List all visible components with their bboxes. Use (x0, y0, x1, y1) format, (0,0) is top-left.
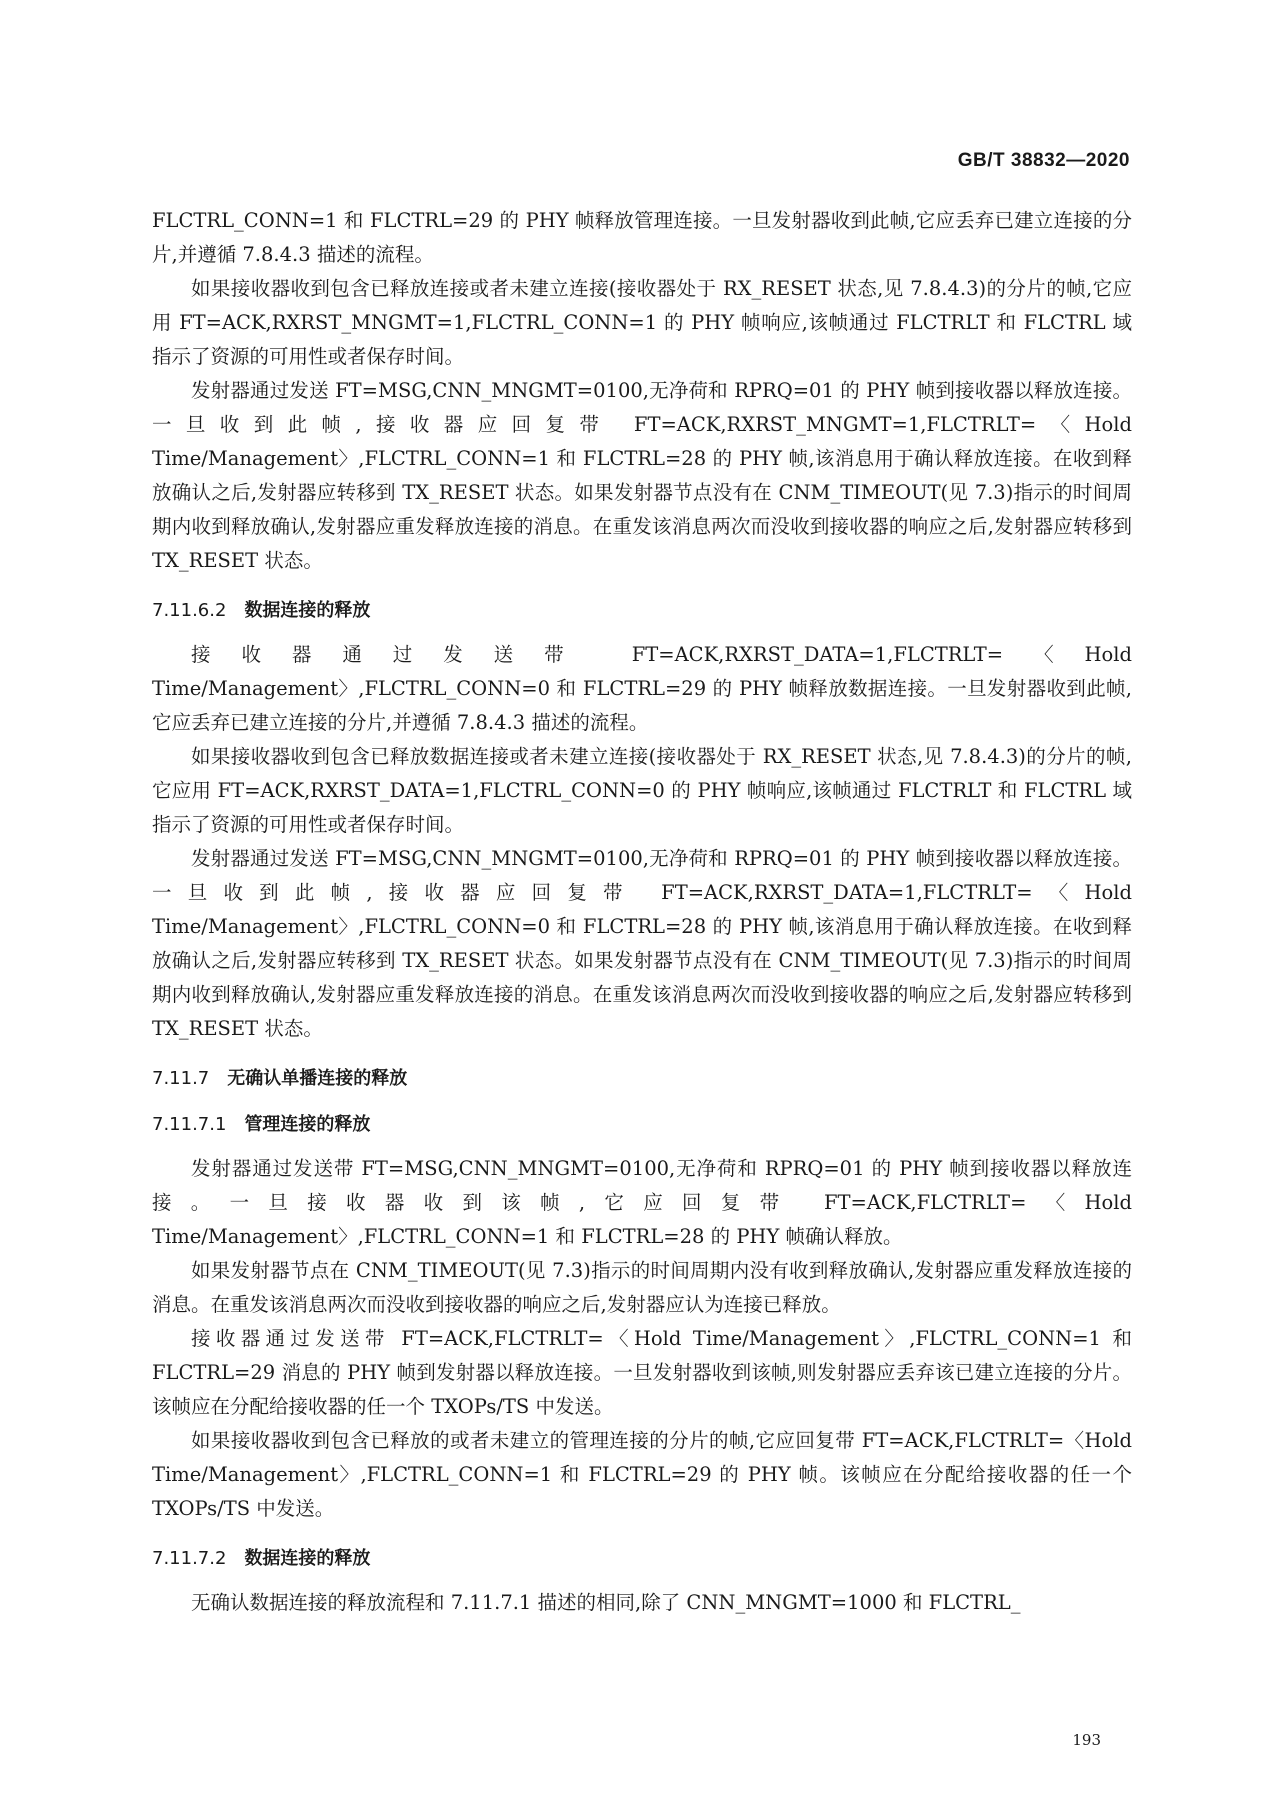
section-number: 7.11.6.2 (152, 600, 227, 621)
paragraph: 接收器通过发送带 FT=ACK,RXRST_DATA=1,FLCTRLT=〈Hold Time/Management〉,FLCTRL_CONN=0 和 FLCTRL=29 的 PHY 帧释放数据连接。一旦发射器收到此帧,它应丢弃已建立连接的分片,并遵循 7.8.4.3 描述的流程。 (152, 643, 1132, 734)
paragraph: 发射器通过发送 FT=MSG,CNN_MNGMT=0100,无净荷和 RPRQ=01 的 PHY 帧到接收器以释放连接。一旦收到此帧,接收器应回复带 FT=ACK,RXRST_MNGMT=1,FLCTRLT=〈Hold Time/Management〉,FLCTRL_CONN=1 和 FLCTRL=28 的 PHY 帧,该消息用于确认释放连接。在收到释放确认之后,发射器应转移到 TX_RESET 状态。如果发射器节点没有在 CNM_TIMEOUT(见 7.3)指示的时间周期内收到释放确认,发射器应重发释放连接的消息。在重发该消息两次而没收到接收器的响应之后,发射器应转移到 TX_RESET 状态。 (152, 379, 1132, 572)
section-heading-7-11-7-1 (152, 1112, 1132, 1138)
paragraph: 如果发射器节点在 CNM_TIMEOUT(见 7.3)指示的时间周期内没有收到释放确认,发射器应重发释放连接的消息。在重发该消息两次而没收到接收器的响应之后,发射器应认为连接已释放。 (152, 1259, 1132, 1316)
page-number: 193 (1072, 1731, 1101, 1749)
paragraph: 如果接收器收到包含已释放数据连接或者未建立连接(接收器处于 RX_RESET 状态,见 7.8.4.3)的分片的帧,它应用 FT=ACK,RXRST_DATA=1,FLCTRL_CONN=0 的 PHY 帧响应,该帧通过 FLCTRLT 和 FLCTRL 域指示了资源的可用性或者保存时间。 (152, 745, 1132, 836)
section-number: 7.11.7 (152, 1068, 210, 1089)
section-title: 无确认单播连接的释放 (227, 1068, 408, 1089)
paragraph: 发射器通过发送 FT=MSG,CNN_MNGMT=0100,无净荷和 RPRQ=01 的 PHY 帧到接收器以释放连接。一旦收到此帧,接收器应回复带 FT=ACK,RXRST_DATA=1,FLCTRLT=〈Hold Time/Management〉,FLCTRL_CONN=0 和 FLCTRL=28 的 PHY 帧,该消息用于确认释放连接。在收到释放确认之后,发射器应转移到 TX_RESET 状态。如果发射器节点没有在 CNM_TIMEOUT(见 7.3)指示的时间周期内收到释放确认,发射器应重发释放连接的消息。在重发该消息两次而没收到接收器的响应之后,发射器应转移到 TX_RESET 状态。 (152, 847, 1132, 1040)
section-heading-7-11-7-2 (152, 1546, 1132, 1572)
continued-paragraph: FLCTRL_CONN=1 和 FLCTRL=29 的 PHY 帧释放管理连接。一旦发射器收到此帧,它应丢弃已建立连接的分片,并遵循 7.8.4.3 描述的流程。 (152, 209, 1132, 266)
paragraph: 发射器通过发送带 FT=MSG,CNN_MNGMT=0100,无净荷和 RPRQ=01 的 PHY 帧到接收器以释放连接。一旦接收器收到该帧,它应回复带 FT=ACK,FLCTRLT=〈Hold Time/Management〉,FLCTRL_CONN=1 和 FLCTRL=28 的 PHY 帧确认释放。 (152, 1157, 1132, 1248)
section-heading-7-11-6-2 (152, 598, 1132, 624)
section-number: 7.11.7.2 (152, 1548, 227, 1569)
paragraph: 如果接收器收到包含已释放连接或者未建立连接(接收器处于 RX_RESET 状态,见 7.8.4.3)的分片的帧,它应用 FT=ACK,RXRST_MNGMT=1,FLCTRL_CONN=1 的 PHY 帧响应,该帧通过 FLCTRLT 和 FLCTRL 域指示了资源的可用性或者保存时间。 (152, 277, 1132, 368)
section-title: 数据连接的释放 (244, 1548, 371, 1569)
section-number: 7.11.7.1 (152, 1114, 227, 1135)
paragraph: 无确认数据连接的释放流程和 7.11.7.1 描述的相同,除了 CNN_MNGMT=1000 和 FLCTRL_ (191, 1591, 1021, 1614)
page-content (152, 204, 1132, 1620)
section-title: 管理连接的释放 (244, 1114, 371, 1135)
paragraph: 如果接收器收到包含已释放的或者未建立的管理连接的分片的帧,它应回复带 FT=ACK,FLCTRLT=〈Hold Time/Management〉,FLCTRL_CONN=1 和 FLCTRL=29 的 PHY 帧。该帧应在分配给接收器的任一个 TXOPs/TS 中发送。 (152, 1429, 1132, 1520)
section-heading-7-11-7 (152, 1066, 1132, 1092)
paragraph: 接收器通过发送带 FT=ACK,FLCTRLT=〈Hold Time/Management〉,FLCTRL_CONN=1 和 FLCTRL=29 消息的 PHY 帧到发射器以释放连接。一旦发射器收到该帧,则发射器应丢弃该已建立连接的分片。该帧应在分配给接收器的任一个 TXOPs/TS 中发送。 (152, 1327, 1132, 1418)
standard-code: GB/T 38832—2020 (957, 150, 1130, 171)
section-title: 数据连接的释放 (244, 600, 371, 621)
